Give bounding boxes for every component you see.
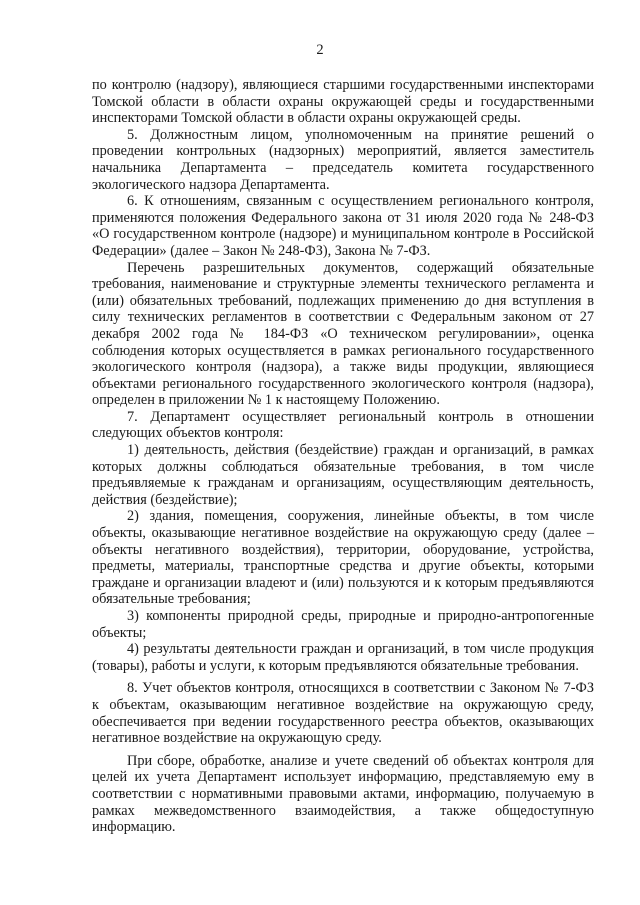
paragraph-item-8: 8. Учет объектов контроля, относящихся в соответствии с Законом № 7-ФЗ к объектам, оказывающим негативное воздействие на окружающую среду, обеспечивается при ведении государственного реестра объектов, оказывающих негативное воздействие на окружающую среду. (92, 680, 594, 747)
document-body (92, 77, 594, 836)
paragraph-subitem-2: 2) здания, помещения, сооружения, линейные объекты, в том числе объекты, оказывающие негативное воздействие на окружающую среду (далее – объекты негативного воздействия), территории, оборудование, устройства, предметы, материалы, транспортные средства и другие объекты, которыми граждане и организации владеют и (или) пользуются и к которым предъявляются обязательные требования; (92, 508, 594, 608)
paragraph-item-5: 5. Должностным лицом, уполномоченным на принятие решений о проведении контрольных (надзорных) мероприятий, является заместитель начальника Департамента – председатель комитета государственного экологического надзора Департамента. (92, 126, 594, 193)
paragraph-subitem-3: 3) компоненты природной среды, природные и природно-антропогенные объекты; (92, 608, 594, 641)
paragraph-continuation: по контролю (надзору), являющиеся старшими государственными инспекторами Томской области в области охраны окружающей среды и государственными инспекторами Томской области в области охраны окружающей среды. (92, 77, 594, 127)
paragraph-data-collection: При сборе, обработке, анализе и учете сведений об объектах контроля для целей их учета Департамент использует информацию, представляемую ему в соответствии с нормативными правовыми актами, информацию, получаемую в рамках межведомственного взаимодействия, а также общедоступную информацию. (92, 752, 594, 836)
paragraph-subitem-4: 4) результаты деятельности граждан и организаций, в том числе продукция (товары), работы и услуги, к которым предъявляются обязательные требования. (92, 641, 594, 674)
paragraph-subitem-1: 1) деятельность, действия (бездействие) граждан и организаций, в рамках которых должны соблюдаться обязательные требования, в том числе предъявляемые к гражданам и организациям, осуществляющим деятельность, действия (бездействие); (92, 442, 594, 508)
paragraph-permits-list: Перечень разрешительных документов, содержащий обязательные требования, наименование и структурные элементы технического регламента и (или) обязательных требований, подлежащих применению до дня вступления в силу технических регламентов в соответствии с Федеральным законом от 27 декабря 2002 года № 184-ФЗ «О техническом регулировании», оценка соблюдения которых осуществляется в рамках регионального государственного экологического контроля (надзора), а также виды продукции, являющиеся объектами регионального государственного экологического контроля (надзора), определен в приложении № 1 к настоящему Положению. (92, 259, 594, 409)
page-number: 2 (316, 42, 324, 58)
paragraph-item-7: 7. Департамент осуществляет региональный контроль в отношении следующих объектов контроля: (92, 408, 594, 442)
paragraph-item-6: 6. К отношениям, связанным с осуществлением регионального контроля, применяются положения Федерального закона от 31 июля 2020 года № 248-ФЗ «О государственном контроле (надзоре) и муниципальном контроле в Российской Федерации» (далее – Закон № 248-ФЗ), Закона № 7-ФЗ. (92, 193, 594, 259)
